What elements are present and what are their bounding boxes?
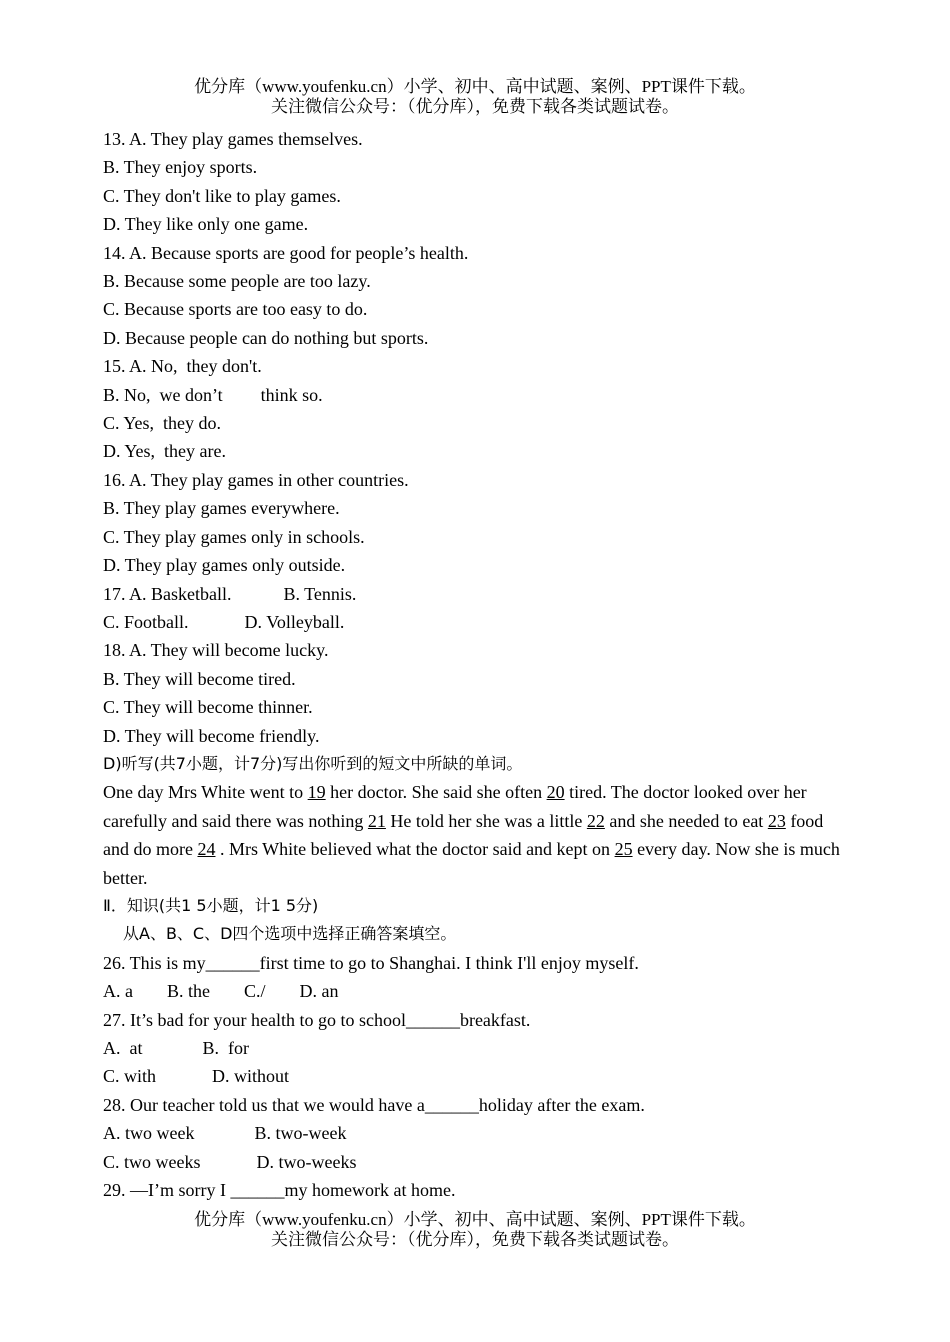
- q14-option-b: B. Because some people are too lazy.: [103, 271, 371, 292]
- q15-option-b-part1: B. No, we don’t: [103, 384, 223, 405]
- q16-option-a: 16. A. They play games in other countries.: [103, 469, 409, 490]
- q15-option-a: 15. A. No, they don't.: [103, 356, 262, 377]
- passage-text-2: her doctor. She said she often: [325, 782, 547, 803]
- q28-options-ab: [103, 1119, 843, 1147]
- q26-option-b: B. the: [167, 981, 210, 1002]
- q27-option-b: B. for: [202, 1038, 249, 1058]
- header-line-1: 优分库（www.youfenku.cn）小学、初中、高中试题、案例、PPT课件下载。: [194, 77, 756, 96]
- blank-24: 24: [197, 839, 216, 860]
- header-line-2: 关注微信公众号：（优分库），免费下载各类试题试卷。: [271, 97, 679, 116]
- q26-option-d: D. an: [299, 981, 339, 1002]
- exam-content: [103, 125, 843, 1204]
- q26-options: [103, 977, 843, 1005]
- q17-options-cd: [103, 608, 843, 636]
- q15-option-d: D. Yes, they are.: [103, 441, 226, 462]
- passage-text-1: One day Mrs White went to: [103, 782, 308, 803]
- q29-stem: 29. —I’m sorry I ______my homework at home.: [103, 1180, 456, 1201]
- q26-option-c: C./: [244, 981, 266, 1002]
- page-footer: [0, 1210, 950, 1250]
- blank-22: 22: [586, 810, 605, 831]
- q18-option-b: B. They will become tired.: [103, 668, 296, 689]
- q18-option-c: C. They will become thinner.: [103, 697, 313, 718]
- q14-option-c: C. Because sports are too easy to do.: [103, 299, 368, 320]
- q28-option-d: D. two-weeks: [256, 1151, 357, 1172]
- q14-option-d: D. Because people can do nothing but sports.: [103, 327, 429, 348]
- q27-stem: 27. It’s bad for your health to go to school______breakfast.: [103, 1009, 531, 1030]
- q15-option-b: [103, 381, 843, 409]
- q13-option-d: D. They like only one game.: [103, 214, 309, 235]
- q28-stem: 28. Our teacher told us that we would have a______holiday after the exam.: [103, 1094, 645, 1115]
- q18-option-d: D. They will become friendly.: [103, 725, 320, 746]
- q14-option-a: 14. A. Because sports are good for people’s health.: [103, 242, 469, 263]
- blank-21: 21: [367, 810, 386, 831]
- q13-option-a: 13. A. They play games themselves.: [103, 129, 363, 149]
- q17-option-c: C. Football.: [103, 611, 189, 632]
- q13-option-c: C. They don't like to play games.: [103, 185, 341, 206]
- q18-option-a: 18. A. They will become lucky.: [103, 640, 329, 661]
- passage-text-5: and she needed to eat: [604, 810, 768, 831]
- q27-option-a: A. at: [103, 1038, 143, 1058]
- q17-option-b: B. Tennis.: [283, 583, 357, 604]
- q17-option-d: D. Volleyball.: [244, 611, 345, 632]
- q27-option-d: D. without: [212, 1066, 290, 1087]
- passage-text-3: tired. The doctor looked over her carefully and said there was nothing: [103, 782, 807, 831]
- passage-text-4: He told her she was a little: [385, 810, 587, 831]
- blank-19: 19: [307, 782, 326, 803]
- q27-options-ab: [103, 1034, 843, 1062]
- section-2-instruction: 从A、B、C、D四个选项中选择正确答案填空。: [123, 924, 457, 944]
- q26-option-a: A. a: [103, 981, 133, 1002]
- blank-23: 23: [767, 810, 786, 831]
- blank-25: 25: [614, 839, 633, 860]
- q28-option-c: C. two weeks: [103, 1151, 201, 1172]
- blank-20: 20: [546, 782, 565, 803]
- q15-option-b-part2: think so.: [260, 384, 323, 405]
- q17-option-a: 17. A. Basketball.: [103, 583, 232, 604]
- q13-option-b: B. They enjoy sports.: [103, 157, 258, 178]
- page-header: [0, 77, 950, 117]
- dictation-passage: [103, 778, 843, 892]
- footer-line-1: 优分库（www.youfenku.cn）小学、初中、高中试题、案例、PPT课件下载。: [194, 1210, 756, 1229]
- q28-option-b: B. two-week: [254, 1123, 347, 1144]
- q27-options-cd: [103, 1062, 843, 1090]
- q28-options-cd: [103, 1148, 843, 1176]
- dictation-heading: D)听写(共7小题，计7分)写出你听到的短文中所缺的单词。: [103, 753, 523, 773]
- passage-text-6: food and do more: [103, 810, 824, 860]
- section-2-heading: Ⅱ．知识(共1 5小题，计1 5分): [103, 895, 319, 915]
- q16-option-c: C. They play games only in schools.: [103, 526, 365, 547]
- q28-option-a: A. two week: [103, 1123, 195, 1144]
- passage-text-8: every day. Now she is much better.: [103, 839, 840, 888]
- q17-options-ab: [103, 580, 843, 608]
- footer-line-2: 关注微信公众号：（优分库），免费下载各类试题试卷。: [271, 1230, 679, 1249]
- q27-option-c: C. with: [103, 1066, 157, 1087]
- q16-option-b: B. They play games everywhere.: [103, 498, 340, 519]
- q16-option-d: D. They play games only outside.: [103, 555, 346, 576]
- q15-option-c: C. Yes, they do.: [103, 413, 222, 434]
- q26-stem: 26. This is my______first time to go to Shanghai. I think I'll enjoy myself.: [103, 952, 639, 973]
- passage-text-7: . Mrs White believed what the doctor said and kept on: [215, 839, 615, 860]
